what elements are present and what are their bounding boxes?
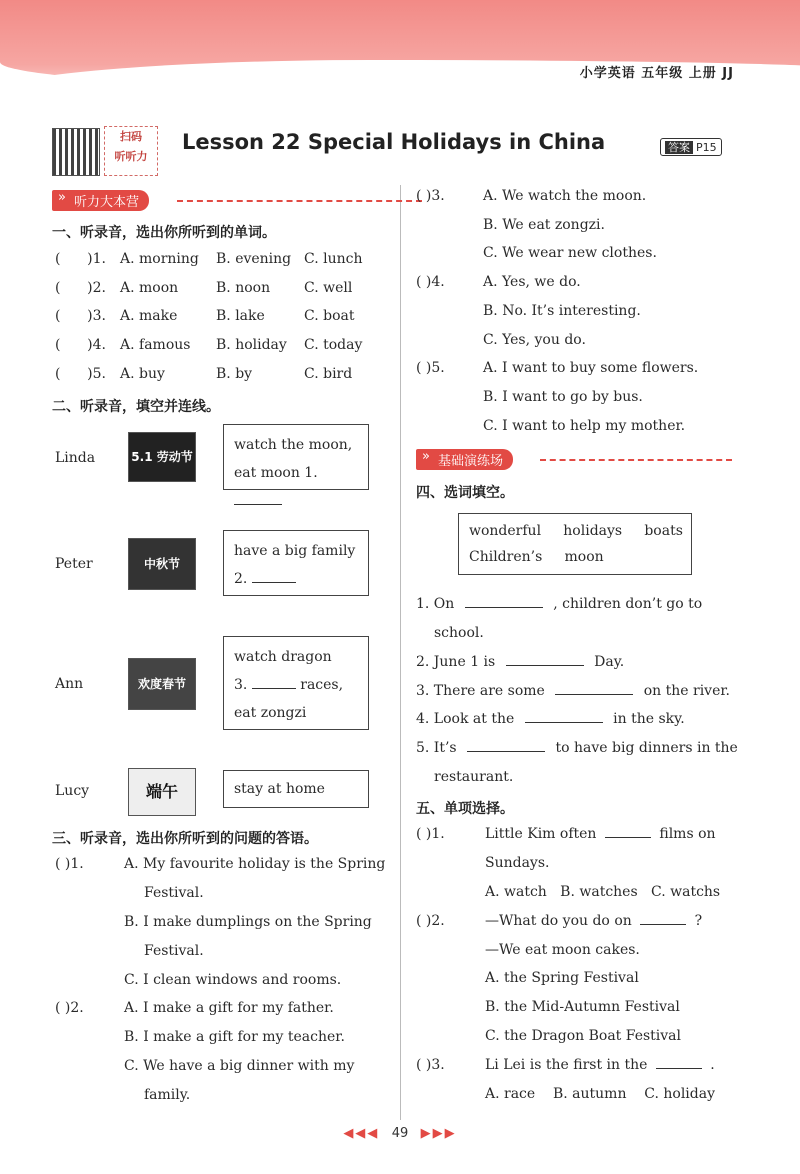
p4-s5 — [416, 740, 738, 756]
p1-q3-num: ( )3. — [55, 308, 106, 324]
p3-q4-num: ( )4. — [416, 274, 445, 290]
p5-q1-stem1: Little Kim often — [485, 826, 597, 842]
p1-q5-c: C. bird — [304, 366, 353, 382]
p3-q2-c: C. We have a big dinner with my — [124, 1058, 355, 1074]
p1-q3-b: B. lake — [216, 308, 265, 324]
p3-q4-b: B. No. It’s interesting. — [483, 303, 641, 319]
p5-q2-num: ( )2. — [416, 913, 445, 929]
listen-text: 听听力 — [114, 150, 148, 163]
p3-q4-c: C. Yes, you do. — [483, 332, 586, 348]
answer-badge[interactable] — [660, 138, 722, 156]
p4-s4 — [416, 711, 685, 727]
box-peter-line2: 2. — [234, 571, 248, 587]
p3-q5-num: ( )5. — [416, 360, 445, 376]
p1-q4-b: B. holiday — [216, 337, 287, 353]
mid-autumn-image: 中秋节 — [128, 538, 196, 590]
scan-listen-label — [104, 126, 158, 176]
p5-q2-stem2: —We eat moon cakes. — [485, 942, 640, 958]
p4-s3 — [416, 683, 730, 699]
p1-q4-a: A. famous — [120, 337, 191, 353]
p1-q4-c: C. today — [304, 337, 363, 353]
p3-q3-c: C. We wear new clothes. — [483, 245, 657, 261]
qr-code-icon[interactable] — [52, 128, 100, 176]
p4-s4-b: in the sky. — [613, 711, 685, 727]
p4-s1-b: , children don’t go to — [553, 596, 703, 612]
p1-q1-c: C. lunch — [304, 251, 363, 267]
p3-q1-a2: Festival. — [144, 885, 204, 901]
blank-3[interactable] — [252, 687, 296, 689]
p3-q2-c2: family. — [144, 1087, 191, 1103]
p3-q4-a: A. Yes, we do. — [483, 274, 581, 290]
p3-q1-a: A. My favourite holiday is the Spring — [124, 856, 386, 872]
p3-q1-b: B. I make dumplings on the Spring — [124, 914, 372, 930]
p3-q2-num: ( )2. — [55, 1000, 84, 1016]
p4-blank-4[interactable] — [525, 721, 603, 723]
p5-q2-a: A. the Spring Festival — [485, 970, 639, 986]
p4-s1-c: school. — [434, 625, 484, 641]
word-bank-line2: Children’s moon — [469, 549, 604, 565]
person-linda: Linda — [55, 450, 96, 466]
column-divider — [400, 185, 401, 1120]
box-ann-line3: eat zongzi — [234, 705, 307, 721]
p5-q3-stem1b: . — [710, 1057, 715, 1073]
p1-q2-a: A. moon — [120, 280, 179, 296]
dragon-boat-image: 端午 — [128, 768, 196, 816]
scan-text: 扫码 — [120, 130, 142, 143]
box-linda-line2: eat moon 1. — [234, 465, 318, 481]
labor-day-image: 5.1 劳动节 — [128, 432, 196, 482]
box-linda — [223, 424, 369, 490]
basic-banner-label: » 基础演练场 — [416, 449, 513, 470]
person-ann: Ann — [55, 676, 84, 692]
banner-dash — [177, 200, 422, 202]
p1-q1-b: B. evening — [216, 251, 292, 267]
box-ann-line2b: races, — [300, 677, 344, 693]
p1-q5-num: ( )5. — [55, 366, 106, 382]
p4-s3-a: 3. There are some — [416, 683, 545, 699]
box-peter — [223, 530, 369, 596]
part4-heading: 四、选词填空。 — [416, 485, 514, 501]
p4-blank-5[interactable] — [467, 750, 545, 752]
box-ann — [223, 636, 369, 730]
p5-q2-stem1: —What do you do on — [485, 913, 632, 929]
p3-q1-c: C. I clean windows and rooms. — [124, 972, 342, 988]
p5-q3-stem1: Li Lei is the first in the — [485, 1057, 648, 1073]
p4-s5-b: to have big dinners in the — [555, 740, 738, 756]
p4-s5-c: restaurant. — [434, 769, 514, 785]
listening-banner — [52, 190, 372, 210]
book-series: 小学英语 五年级 上册 JJ — [579, 66, 734, 81]
p3-q3-b: B. We eat zongzi. — [483, 217, 605, 233]
p4-blank-1[interactable] — [465, 606, 543, 608]
page-footer — [0, 1126, 800, 1141]
p5-q1-opts: A. watch B. watches C. watchs — [485, 884, 721, 900]
p5-q1-num: ( )1. — [416, 826, 445, 842]
p1-q2-num: ( )2. — [55, 280, 106, 296]
p1-q1-num: ( )1. — [55, 251, 106, 267]
page-number: 49 — [391, 1126, 409, 1141]
p5-q3-opts: A. race B. autumn C. holiday — [485, 1086, 715, 1102]
part2-heading: 二、听录音，填空并连线。 — [52, 399, 220, 415]
listening-banner-label: » 听力大本营 — [52, 190, 149, 211]
p3-q5-c: C. I want to help my mother. — [483, 418, 686, 434]
p5-q2-stem1b: ? — [694, 913, 703, 929]
box-lucy — [223, 770, 369, 808]
word-bank-line1: wonderful holidays boats — [469, 523, 683, 539]
part1-heading: 一、听录音，选出你所听到的单词。 — [52, 225, 276, 241]
p5-q2-stem — [485, 913, 702, 929]
p3-q1-num: ( )1. — [55, 856, 84, 872]
box-lucy-line1: stay at home — [234, 781, 325, 797]
box-peter-line1: have a big family — [234, 543, 356, 559]
part5-heading: 五、单项选择。 — [416, 801, 514, 817]
next-arrows-icon[interactable]: ▶▶▶ — [420, 1126, 457, 1141]
p3-q3-num: ( )3. — [416, 188, 445, 204]
p1-q5-b: B. by — [216, 366, 253, 382]
p4-s1 — [416, 596, 702, 612]
blank-1[interactable] — [234, 503, 282, 505]
p3-q5-b: B. I want to go by bus. — [483, 389, 643, 405]
part3-heading: 三、听录音，选出你所听到的问题的答语。 — [52, 831, 318, 847]
p1-q3-c: C. boat — [304, 308, 355, 324]
p4-blank-3[interactable] — [555, 693, 633, 695]
box-linda-line1: watch the moon, — [234, 437, 353, 453]
box-ann-line1: watch dragon — [234, 649, 332, 665]
answer-label: 答案 — [665, 141, 693, 154]
spring-festival-image: 欢度春节 — [128, 658, 196, 710]
p1-q1-a: A. morning — [120, 251, 199, 267]
p5-q2-b: B. the Mid-Autumn Festival — [485, 999, 680, 1015]
p5-q1-stem1b: films on — [659, 826, 716, 842]
p3-q3-a: A. We watch the moon. — [483, 188, 647, 204]
lesson-title: Lesson 22 Special Holidays in China — [182, 130, 606, 154]
p1-q5-a: A. buy — [120, 366, 165, 382]
p5-q3-num: ( )3. — [416, 1057, 445, 1073]
p5-q3-stem — [485, 1057, 715, 1073]
answer-page: P15 — [696, 141, 717, 154]
p5-q2-c: C. the Dragon Boat Festival — [485, 1028, 682, 1044]
p4-s4-a: 4. Look at the — [416, 711, 515, 727]
p5-blank-3[interactable] — [656, 1067, 702, 1069]
banner-dash-2 — [540, 459, 732, 461]
p4-s2-b: Day. — [594, 654, 625, 670]
p4-s3-b: on the river. — [643, 683, 730, 699]
p3-q1-b2: Festival. — [144, 943, 204, 959]
p5-q1-stem — [485, 826, 716, 842]
p4-blank-2[interactable] — [506, 664, 584, 666]
p3-q2-b: B. I make a gift for my teacher. — [124, 1029, 345, 1045]
p5-blank-1[interactable] — [605, 836, 651, 838]
p4-s2 — [416, 654, 624, 670]
p1-q2-c: C. well — [304, 280, 353, 296]
p5-blank-2[interactable] — [640, 923, 686, 925]
p1-q2-b: B. noon — [216, 280, 271, 296]
p1-q4-num: ( )4. — [55, 337, 106, 353]
p3-q2-a: A. I make a gift for my father. — [124, 1000, 334, 1016]
p4-s5-a: 5. It’s — [416, 740, 457, 756]
person-peter: Peter — [55, 556, 93, 572]
person-lucy: Lucy — [55, 783, 90, 799]
blank-2[interactable] — [252, 581, 296, 583]
prev-arrows-icon[interactable]: ◀◀◀ — [343, 1126, 380, 1141]
p4-s2-a: 2. June 1 is — [416, 654, 496, 670]
word-bank — [458, 513, 692, 575]
p3-q5-a: A. I want to buy some flowers. — [483, 360, 699, 376]
p4-s1-a: 1. On — [416, 596, 455, 612]
p1-q3-a: A. make — [120, 308, 178, 324]
box-ann-line2: 3. — [234, 677, 248, 693]
basic-banner — [416, 449, 736, 469]
p5-q1-stem2: Sundays. — [485, 855, 550, 871]
